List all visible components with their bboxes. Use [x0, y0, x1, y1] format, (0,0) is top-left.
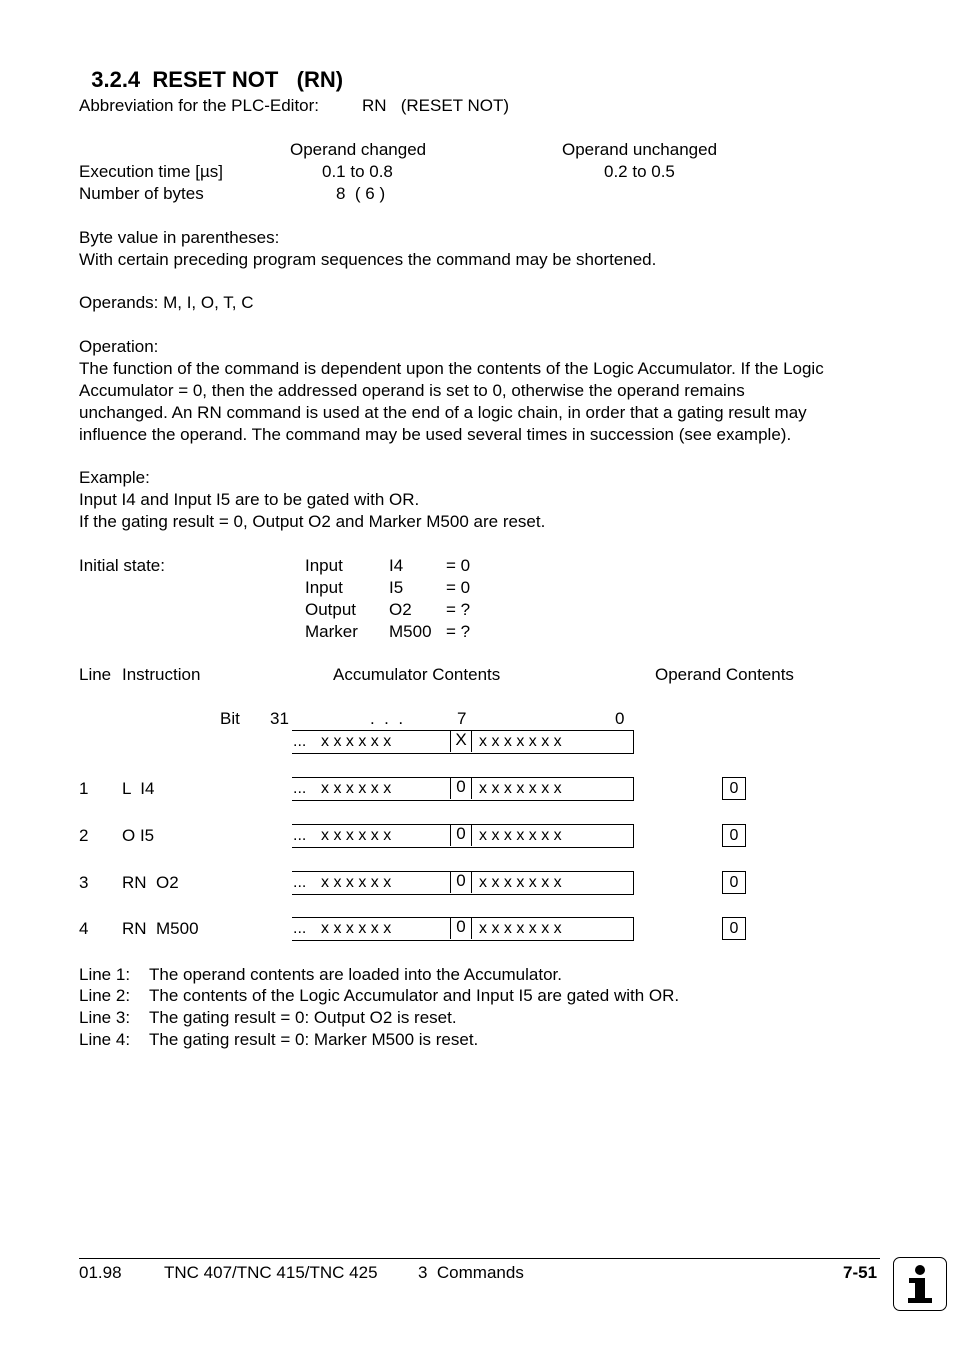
footer-date: 01.98 [79, 1263, 122, 1282]
footer-rule [79, 1258, 880, 1259]
accumulator-bit-row [292, 777, 634, 801]
timing-bytes-changed: 8 ( 6 ) [336, 184, 386, 203]
abbreviation-label: Abbreviation for the PLC-Editor: [79, 96, 320, 115]
high-bits: x x x x x x [321, 827, 392, 844]
state-type: Marker [305, 622, 358, 641]
accumulator-bit-row [292, 917, 634, 941]
bit-31-label: 31 [270, 709, 289, 728]
note-text: The contents of the Logic Accumulator and Input I5 are gated with OR. [149, 986, 680, 1005]
state-value: = ? [446, 622, 471, 641]
accumulator-bit-row [292, 871, 634, 895]
byte-note-line2: With certain preceding program sequences the command may be shortened. [79, 250, 657, 269]
example-line-1: Input I4 and Input I5 are to be gated with OR. [79, 490, 420, 509]
state-value: = 0 [446, 556, 471, 575]
accumulator-bit-row-header [292, 730, 634, 754]
byte-note-line1: Byte value in parentheses: [79, 228, 280, 247]
footer-chapter: 3 Commands [418, 1263, 524, 1282]
operand-contents-box: 0 [722, 917, 746, 940]
row-instruction: RN O2 [122, 873, 179, 892]
note-label: Line 4: [79, 1030, 131, 1049]
note-label: Line 1: [79, 965, 131, 984]
bit-7-cell: 0 [450, 917, 472, 939]
bit-ellipsis: ... [293, 920, 307, 937]
operands-line: Operands: M, I, O, T, C [79, 293, 254, 312]
bit-7-cell: 0 [450, 871, 472, 893]
note-label: Line 2: [79, 986, 131, 1005]
initial-state-label: Initial state: [79, 556, 165, 575]
col-header-operand: Operand Contents [655, 665, 794, 684]
bit-ellipsis: ... [293, 780, 307, 797]
note-label: Line 3: [79, 1008, 131, 1027]
low-bits: x x x x x x x [479, 920, 562, 937]
state-type: Input [305, 556, 343, 575]
low-bits: x x x x x x x [479, 780, 562, 797]
state-name: I4 [389, 556, 404, 575]
abbreviation-value: RN (RESET NOT) [362, 96, 510, 115]
state-name: O2 [389, 600, 412, 619]
low-bits: x x x x x x x [479, 733, 562, 750]
operation-line-2: Accumulator = 0, then the addressed operand is set to 0, otherwise the operand remains [79, 381, 745, 400]
info-icon [893, 1257, 947, 1311]
state-name: I5 [389, 578, 404, 597]
timing-label-exec: Execution time [µs] [79, 162, 223, 181]
high-bits: x x x x x x [321, 733, 392, 750]
row-line-number: 3 [79, 873, 89, 892]
operand-contents-box: 0 [722, 824, 746, 847]
bit-ellipsis: ... [293, 827, 307, 844]
bit-7-cell: 0 [450, 824, 472, 846]
note-text: The gating result = 0: Marker M500 is reset. [149, 1030, 479, 1049]
operation-line-3: unchanged. An RN command is used at the end of a logic chain, in order that a gating result may [79, 403, 807, 422]
col-header-accumulator: Accumulator Contents [333, 665, 501, 684]
timing-exec-changed: 0.1 to 0.8 [322, 162, 393, 181]
state-value: = ? [446, 600, 471, 619]
bit-ellipsis: ... [293, 733, 307, 750]
timing-label-bytes: Number of bytes [79, 184, 204, 203]
section-heading [79, 47, 343, 91]
bit-dots-label: . . . [370, 709, 404, 728]
note-text: The operand contents are loaded into the Accumulator. [149, 965, 562, 984]
high-bits: x x x x x x [321, 920, 392, 937]
operation-line-4: influence the operand. The command may be used several times in succession (see example). [79, 425, 792, 444]
example-line-2: If the gating result = 0, Output O2 and Marker M500 are reset. [79, 512, 546, 531]
example-label: Example: [79, 468, 150, 487]
state-name: M500 [389, 622, 432, 641]
operation-line-1: The function of the command is dependent upon the contents of the Logic Accumulator. If the Logic [79, 359, 824, 378]
row-instruction: RN M500 [122, 919, 199, 938]
low-bits: x x x x x x x [479, 874, 562, 891]
high-bits: x x x x x x [321, 780, 392, 797]
state-type: Input [305, 578, 343, 597]
row-instruction: O I5 [122, 826, 155, 845]
timing-exec-unchanged: 0.2 to 0.5 [604, 162, 675, 181]
operation-label: Operation: [79, 337, 159, 356]
row-instruction: L I4 [122, 779, 155, 798]
bit-label: Bit [220, 709, 240, 728]
bit-7-cell: X [450, 730, 472, 752]
note-text: The gating result = 0: Output O2 is reset. [149, 1008, 457, 1027]
bit-7-label: 7 [457, 709, 467, 728]
timing-header-unchanged: Operand unchanged [562, 140, 718, 159]
footer-page-number: 7-51 [843, 1263, 878, 1282]
bit-ellipsis: ... [293, 874, 307, 891]
low-bits: x x x x x x x [479, 827, 562, 844]
section-title: RESET NOT [152, 67, 279, 92]
high-bits: x x x x x x [321, 874, 392, 891]
section-abbr: (RN) [296, 67, 344, 92]
bit-7-cell: 0 [450, 777, 472, 799]
operand-contents-box: 0 [722, 871, 746, 894]
row-line-number: 2 [79, 826, 89, 845]
col-header-line: Line [79, 665, 112, 684]
row-line-number: 4 [79, 919, 89, 938]
accumulator-bit-row [292, 824, 634, 848]
timing-header-changed: Operand changed [290, 140, 427, 159]
state-type: Output [305, 600, 357, 619]
footer-model: TNC 407/TNC 415/TNC 425 [164, 1263, 378, 1282]
bit-0-label: 0 [615, 709, 625, 728]
section-number: 3.2.4 [91, 67, 141, 92]
operand-contents-box: 0 [722, 777, 746, 800]
state-value: = 0 [446, 578, 471, 597]
col-header-instruction: Instruction [122, 665, 201, 684]
row-line-number: 1 [79, 779, 89, 798]
